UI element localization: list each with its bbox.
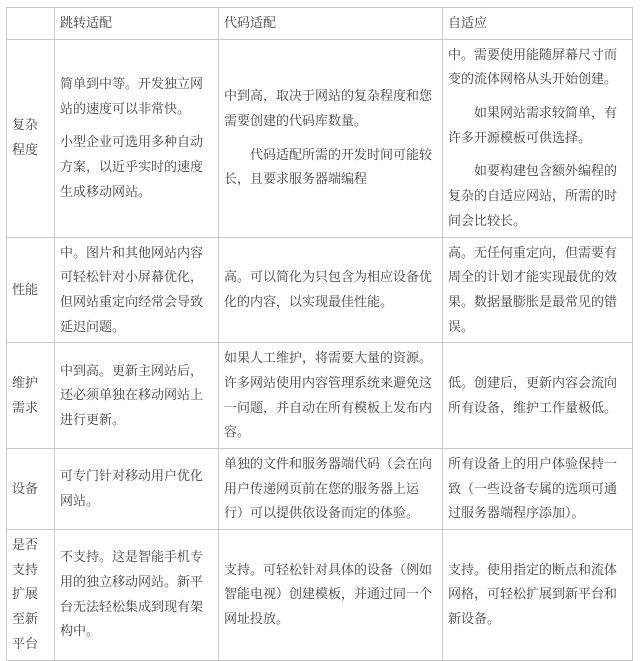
column-header-code-adaptation: 代码适配 — [219, 8, 443, 40]
cell-paragraph: 中到高。更新主网站后，还必须单独在移动网站上进行更新。 — [60, 362, 204, 427]
cell-performance-redirect — [55, 237, 219, 343]
cell-maintenance-code — [219, 343, 443, 449]
column-header-blank — [7, 8, 55, 40]
cell-paragraph: 中。图片和其他网站内容可轻松针对小屏幕优化，但网站重定向经常会导致延迟问题。 — [60, 244, 204, 334]
row-header-complexity: 复杂程度 — [7, 39, 55, 237]
cell-paragraph: 所有设备上的用户体验保持一致（一些设备专属的选项可通过服务器端程序添加）。 — [448, 456, 618, 521]
table-row-complexity — [7, 39, 633, 237]
column-header-redirect-adaptation: 跳转适配 — [55, 8, 219, 40]
cell-complexity-redirect — [55, 39, 219, 237]
table-row-performance — [7, 237, 633, 343]
cell-paragraph: 低。创建后，更新内容会流向所有设备，维护工作量极低。 — [448, 374, 618, 415]
cell-extend-responsive — [443, 530, 633, 660]
cell-paragraph: 中。需要使用能随屏幕尺寸而变的流体网格从头开始创建。 — [448, 46, 618, 87]
cell-paragraph: 小型企业可选用多种自动方案，以近乎实时的速度生成移动网站。 — [60, 134, 204, 199]
cell-paragraph: 代码适配所需的开发时间可能较长，且要求服务器端编程 — [224, 146, 433, 187]
cell-performance-code — [219, 237, 443, 343]
cell-paragraph: 不支持。这是智能手机专用的独立移动网站。新平台无法轻松集成到现有架构中。 — [60, 549, 204, 639]
column-header-responsive: 自适应 — [443, 8, 633, 40]
comparison-table — [6, 7, 633, 661]
cell-extend-redirect — [55, 530, 219, 660]
cell-complexity-code — [219, 39, 443, 237]
row-header-performance: 性能 — [7, 237, 55, 343]
cell-paragraph: 单独的文件和服务器端代码（会在向用户传递网页前在您的服务器上运行）可以提供依设备而定的体验。 — [224, 456, 433, 521]
cell-paragraph: 支持。可轻松针对具体的设备（例如智能电视）创建模板，并通过同一个网址投放。 — [224, 561, 433, 627]
cell-maintenance-redirect — [55, 343, 219, 449]
table-row-platform-extensibility — [7, 530, 633, 660]
cell-maintenance-responsive — [443, 343, 633, 449]
cell-extend-code — [219, 530, 443, 660]
cell-paragraph: 可专门针对移动用户优化网站。 — [60, 468, 204, 509]
row-header-platform-extensibility: 是否支持扩展至新平台 — [7, 530, 55, 660]
cell-devices-code — [219, 449, 443, 530]
cell-performance-responsive — [443, 237, 633, 343]
cell-devices-responsive — [443, 449, 633, 530]
cell-complexity-responsive — [443, 39, 633, 237]
cell-paragraph: 支持。使用指定的断点和流体网格，可轻松扩展到新平台和新设备。 — [448, 561, 618, 627]
row-header-devices: 设备 — [7, 449, 55, 530]
cell-paragraph: 高。无任何重定向，但需要有周全的计划才能实现最优的效果。数据量膨胀是最常见的错误。 — [448, 244, 618, 334]
header-row — [7, 8, 633, 40]
cell-paragraph: 如果人工维护，将需要大量的资源。许多网站使用内容管理系统来避免这一问题，并自动在所有模板上发布内容。 — [224, 350, 433, 440]
cell-paragraph: 高。可以简化为只包含为相应设备优化的内容，以实现最佳性能。 — [224, 269, 433, 309]
cell-paragraph: 中到高，取决于网站的复杂程度和您需要创建的代码库数量。 — [224, 88, 433, 128]
row-header-maintenance: 维护需求 — [7, 343, 55, 449]
cell-devices-redirect — [55, 449, 219, 530]
cell-paragraph: 简单到中等。开发独立网站的速度可以非常快。 — [60, 75, 204, 116]
cell-paragraph: 如果网站需求较简单，有许多开源模板可供选择。 — [448, 105, 618, 145]
table-row-maintenance — [7, 343, 633, 449]
table-row-devices — [7, 449, 633, 530]
cell-paragraph: 如要构建包含额外编程的复杂的自适应网站，所需的时间会比较长。 — [448, 163, 618, 228]
